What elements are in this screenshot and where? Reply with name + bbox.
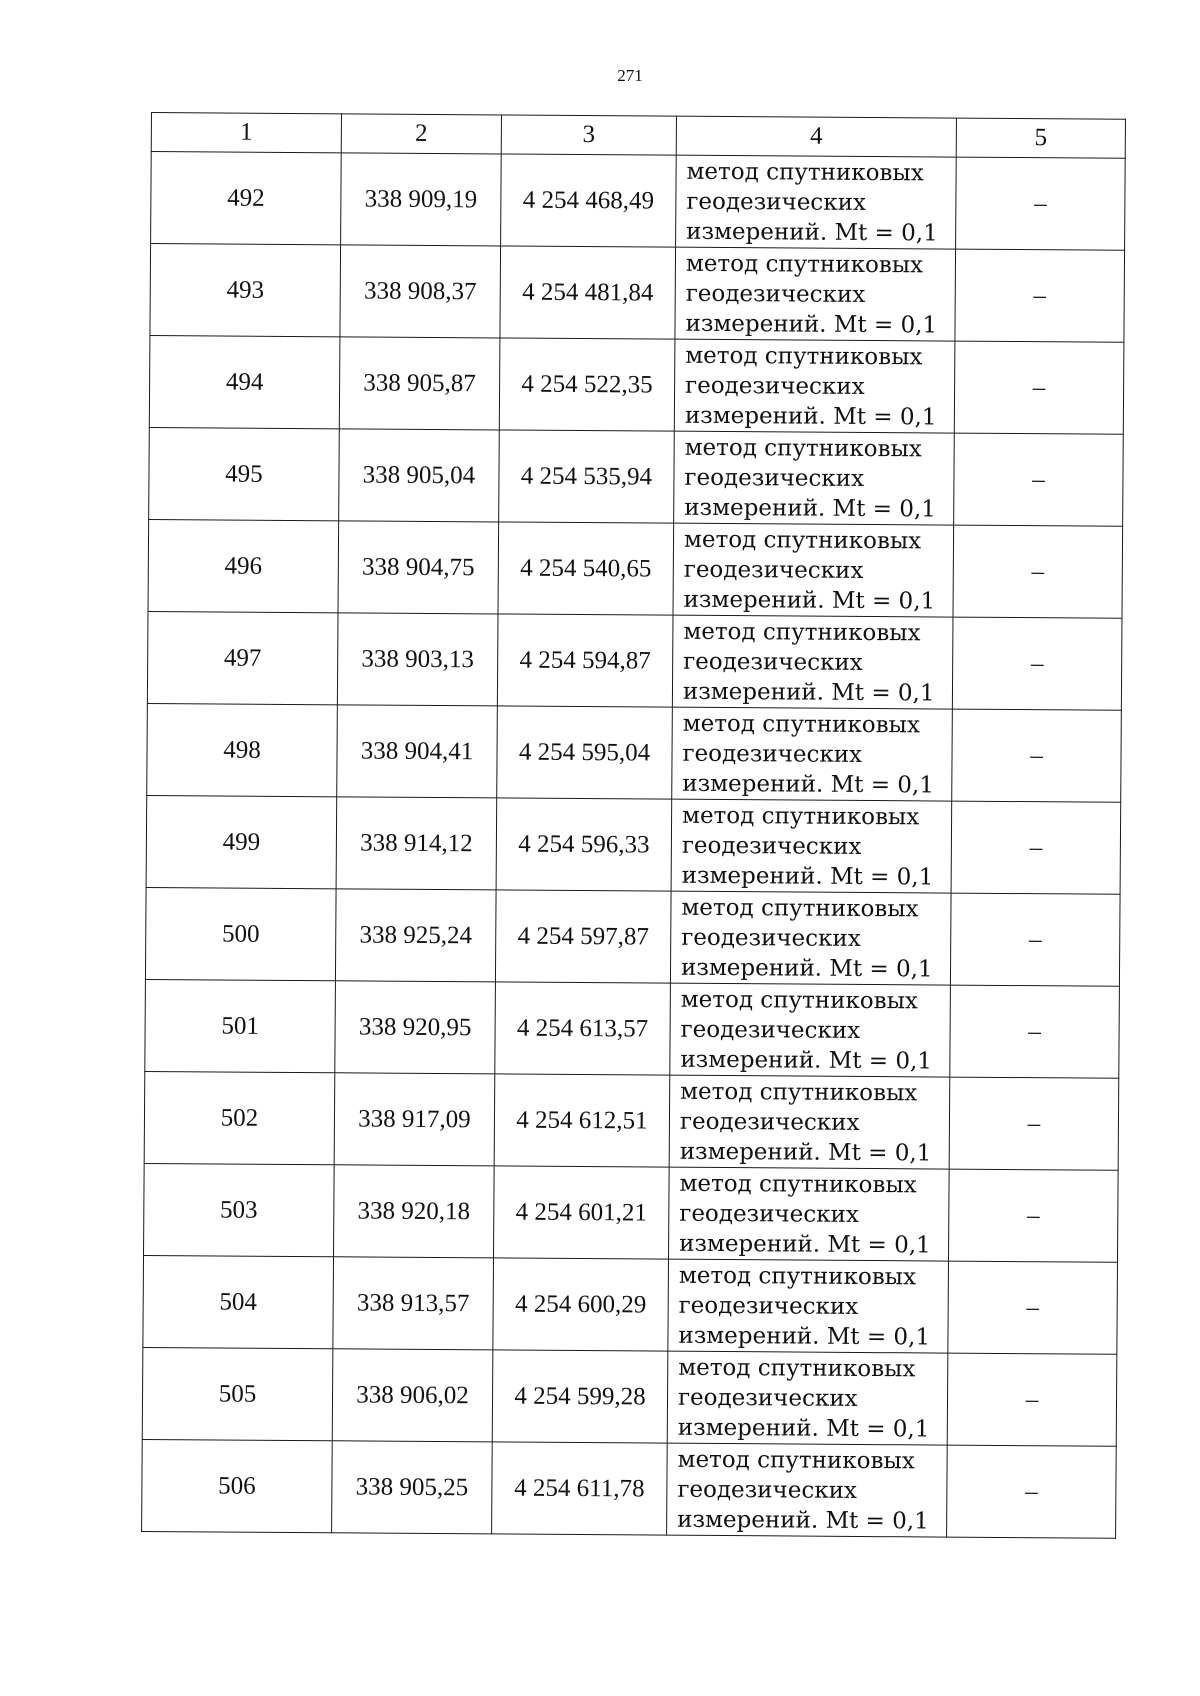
y-coordinate-cell: 4 254 599,28 <box>492 1350 668 1443</box>
method-cell <box>673 523 954 617</box>
column-header-4: 4 <box>676 116 956 157</box>
table-row <box>142 1439 1117 1538</box>
table-row <box>149 427 1124 526</box>
method-text-line: измерений. Mt = 0,1 <box>677 1414 930 1442</box>
method-text-line: измерений. Mt = 0,1 <box>677 1506 929 1534</box>
column-header-2: 2 <box>341 114 501 154</box>
method-cell <box>674 339 955 433</box>
y-coordinate-cell: 4 254 535,94 <box>499 430 675 523</box>
method-text-line: геодезических <box>685 280 866 308</box>
x-coordinate-cell: 338 925,24 <box>335 889 496 982</box>
y-coordinate-cell: 4 254 596,33 <box>496 798 672 891</box>
method-text-line: метод спутниковых <box>680 986 919 1014</box>
method-text-line: геодезических <box>678 1292 859 1320</box>
method-cell <box>676 155 957 249</box>
point-number-cell: 498 <box>147 703 338 796</box>
method-cell <box>668 1259 949 1353</box>
method-text-line: метод спутниковых <box>679 1170 917 1198</box>
method-text-line: геодезических <box>682 740 863 768</box>
note-cell: – <box>952 709 1122 802</box>
method-text-line: метод спутниковых <box>681 894 919 922</box>
method-cell <box>669 1167 950 1261</box>
point-number-cell: 502 <box>144 1071 335 1164</box>
method-cell <box>674 431 955 525</box>
y-coordinate-cell: 4 254 612,51 <box>494 1074 670 1167</box>
note-cell: – <box>951 801 1121 894</box>
point-number-cell: 495 <box>149 427 340 520</box>
method-text-line: геодезических <box>686 188 867 216</box>
x-coordinate-cell: 338 904,75 <box>338 521 499 614</box>
method-text-line: геодезических <box>681 924 861 952</box>
y-coordinate-cell: 4 254 594,87 <box>497 614 673 707</box>
table-row <box>145 979 1120 1078</box>
note-cell: – <box>954 433 1124 526</box>
table-row <box>149 335 1124 434</box>
method-text-line: измерений. Mt = 0,1 <box>680 954 933 982</box>
y-coordinate-cell: 4 254 613,57 <box>495 982 671 1075</box>
method-cell <box>672 707 953 801</box>
coordinates-table <box>141 112 1126 1539</box>
method-text-line: геодезических <box>685 372 865 400</box>
method-text-line: метод спутниковых <box>685 342 923 370</box>
note-cell: – <box>955 249 1125 342</box>
method-text-line: измерений. Mt = 0,1 <box>683 586 936 614</box>
column-header-1: 1 <box>151 113 341 153</box>
x-coordinate-cell: 338 908,37 <box>340 245 501 338</box>
method-cell <box>667 1351 948 1445</box>
point-number-cell: 494 <box>149 335 340 428</box>
table-row <box>150 244 1125 343</box>
x-coordinate-cell: 338 920,18 <box>334 1165 495 1258</box>
table-row <box>144 1071 1119 1170</box>
table-row <box>143 1255 1118 1354</box>
point-number-cell: 503 <box>144 1163 335 1256</box>
method-text-line: метод спутниковых <box>678 1262 917 1290</box>
method-text-line: метод спутниковых <box>683 618 921 646</box>
table-header <box>151 113 1125 159</box>
point-number-cell: 501 <box>145 979 336 1072</box>
point-number-cell: 500 <box>145 887 336 980</box>
method-text-line: метод спутниковых <box>677 1446 915 1474</box>
method-text-line: измерений. Mt = 0,1 <box>681 862 934 890</box>
y-coordinate-cell: 4 254 601,21 <box>494 1166 670 1259</box>
method-text-line: измерений. Mt = 0,1 <box>679 1230 931 1258</box>
table-row <box>147 703 1122 802</box>
point-number-cell: 506 <box>142 1439 333 1532</box>
x-coordinate-cell: 338 914,12 <box>336 797 497 890</box>
method-text-line: измерений. Mt = 0,1 <box>682 770 935 798</box>
x-coordinate-cell: 338 905,04 <box>339 429 500 522</box>
method-text-line: метод спутниковых <box>682 802 920 830</box>
method-text-line: измерений. Mt = 0,1 <box>679 1138 932 1166</box>
note-cell: – <box>947 1353 1117 1446</box>
method-text-line: измерений. Mt = 0,1 <box>680 1046 933 1074</box>
method-text-line: измерений. Mt = 0,1 <box>685 310 938 338</box>
table-row <box>148 519 1123 618</box>
point-number-cell: 504 <box>143 1255 334 1348</box>
method-text-line: геодезических <box>681 832 862 860</box>
method-text-line: геодезических <box>677 1476 858 1504</box>
x-coordinate-cell: 338 905,25 <box>332 1441 493 1534</box>
method-text-line: геодезических <box>679 1200 859 1228</box>
method-cell <box>672 615 953 709</box>
point-number-cell: 492 <box>151 152 342 245</box>
y-coordinate-cell: 4 254 540,65 <box>498 522 674 615</box>
table-row <box>147 611 1122 710</box>
note-cell: – <box>947 1445 1117 1538</box>
method-text-line: метод спутниковых <box>683 526 922 554</box>
column-header-3: 3 <box>501 115 676 155</box>
method-text-line: метод спутниковых <box>686 158 924 186</box>
table-row <box>145 887 1120 986</box>
table-body <box>142 152 1126 1539</box>
column-header-5: 5 <box>956 118 1125 158</box>
y-coordinate-cell: 4 254 595,04 <box>497 706 673 799</box>
method-cell <box>667 1443 948 1537</box>
table-row <box>151 152 1126 251</box>
note-cell: – <box>952 617 1122 710</box>
note-cell: – <box>954 341 1124 434</box>
method-text-line: геодезических <box>679 1108 860 1136</box>
note-cell: – <box>949 1077 1119 1170</box>
note-cell: – <box>950 893 1120 986</box>
note-cell: – <box>948 1169 1118 1262</box>
note-cell: – <box>950 985 1120 1078</box>
y-coordinate-cell: 4 254 600,29 <box>493 1258 669 1351</box>
method-cell <box>669 1075 950 1169</box>
method-text-line: измерений. Mt = 0,1 <box>684 494 936 522</box>
method-cell <box>671 799 952 893</box>
y-coordinate-cell: 4 254 468,49 <box>501 154 677 247</box>
y-coordinate-cell: 4 254 597,87 <box>495 890 671 983</box>
method-text-line: геодезических <box>683 556 864 584</box>
x-coordinate-cell: 338 913,57 <box>333 1257 494 1350</box>
method-text-line: метод спутниковых <box>684 434 922 462</box>
table-row <box>146 795 1121 894</box>
method-text-line: геодезических <box>677 1384 858 1412</box>
point-number-cell: 499 <box>146 795 337 888</box>
note-cell: – <box>953 525 1123 618</box>
method-text-line: измерений. Mt = 0,1 <box>684 402 937 430</box>
method-cell <box>670 891 951 985</box>
method-text-line: измерений. Mt = 0,1 <box>682 678 935 706</box>
note-cell: – <box>956 157 1126 250</box>
method-text-line: геодезических <box>680 1016 861 1044</box>
y-coordinate-cell: 4 254 522,35 <box>499 338 675 431</box>
method-text-line: метод спутниковых <box>680 1078 918 1106</box>
method-cell <box>675 247 956 341</box>
x-coordinate-cell: 338 909,19 <box>341 153 502 246</box>
point-number-cell: 497 <box>147 611 338 704</box>
method-cell <box>670 983 951 1077</box>
method-text-line: геодезических <box>683 648 863 676</box>
x-coordinate-cell: 338 906,02 <box>332 1349 493 1442</box>
header-row <box>151 113 1125 159</box>
y-coordinate-cell: 4 254 611,78 <box>492 1442 668 1535</box>
point-number-cell: 493 <box>150 244 341 337</box>
point-number-cell: 505 <box>142 1347 333 1440</box>
x-coordinate-cell: 338 903,13 <box>337 613 498 706</box>
table-row <box>142 1347 1117 1446</box>
method-text-line: геодезических <box>684 464 865 492</box>
method-text-line: метод спутниковых <box>678 1354 916 1382</box>
x-coordinate-cell: 338 917,09 <box>334 1073 495 1166</box>
method-text-line: измерений. Mt = 0,1 <box>678 1322 931 1350</box>
page-number: 271 <box>617 66 643 85</box>
note-cell: – <box>948 1261 1118 1354</box>
method-text-line: измерений. Mt = 0,1 <box>686 218 938 246</box>
x-coordinate-cell: 338 904,41 <box>337 705 498 798</box>
x-coordinate-cell: 338 920,95 <box>335 981 496 1074</box>
x-coordinate-cell: 338 905,87 <box>339 337 500 430</box>
table-row <box>144 1163 1119 1262</box>
y-coordinate-cell: 4 254 481,84 <box>500 246 676 339</box>
method-text-line: метод спутниковых <box>685 250 924 278</box>
method-text-line: метод спутниковых <box>682 710 920 738</box>
point-number-cell: 496 <box>148 519 339 612</box>
